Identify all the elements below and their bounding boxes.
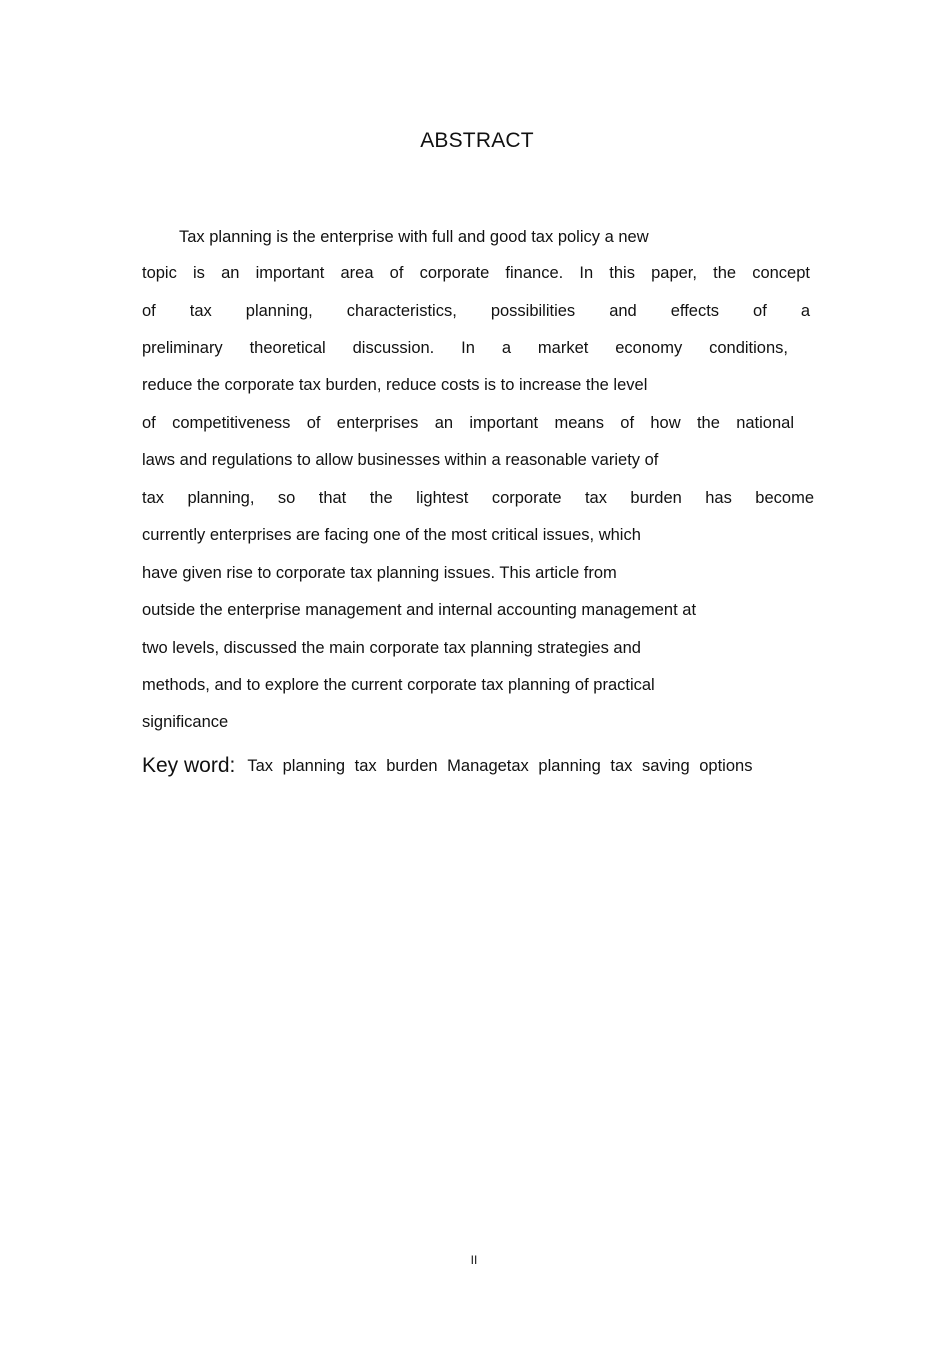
keywords-section — [142, 754, 752, 778]
body-line-4: preliminary theoretical discussion. In a market economy conditions, — [142, 339, 788, 357]
body-line-2: topic is an important area of corporate finance. In this paper, the concept — [142, 264, 810, 282]
body-line-11: outside the enterprise management and internal accounting management at — [142, 601, 697, 619]
body-line-10: have given rise to corporate tax planning issues. This article from — [142, 564, 617, 582]
keywords-label: Key word: — [142, 754, 236, 777]
body-line-8: tax planning, so that the lightest corporate tax burden has become — [142, 489, 814, 507]
body-line-14: significance — [142, 713, 229, 731]
body-line-5: reduce the corporate tax burden, reduce costs is to increase the level — [142, 376, 648, 394]
body-line-9: currently enterprises are facing one of the most critical issues, which — [142, 526, 641, 544]
page-number: II — [470, 1253, 478, 1267]
body-line-3: of tax planning, characteristics, possibilities and effects of a — [142, 302, 810, 320]
body-line-1: Tax planning is the enterprise with full and good tax policy a new — [179, 228, 649, 246]
body-line-13: methods, and to explore the current corporate tax planning of practical — [142, 676, 655, 694]
body-line-6: of competitiveness of enterprises an important means of how the national — [142, 414, 794, 432]
body-line-12: two levels, discussed the main corporate tax planning strategies and — [142, 639, 641, 657]
abstract-title: ABSTRACT — [420, 129, 534, 152]
keywords-text: Tax planning tax burden Managetax planning tax saving options — [247, 757, 753, 775]
body-line-7: laws and regulations to allow businesses within a reasonable variety of — [142, 451, 659, 469]
